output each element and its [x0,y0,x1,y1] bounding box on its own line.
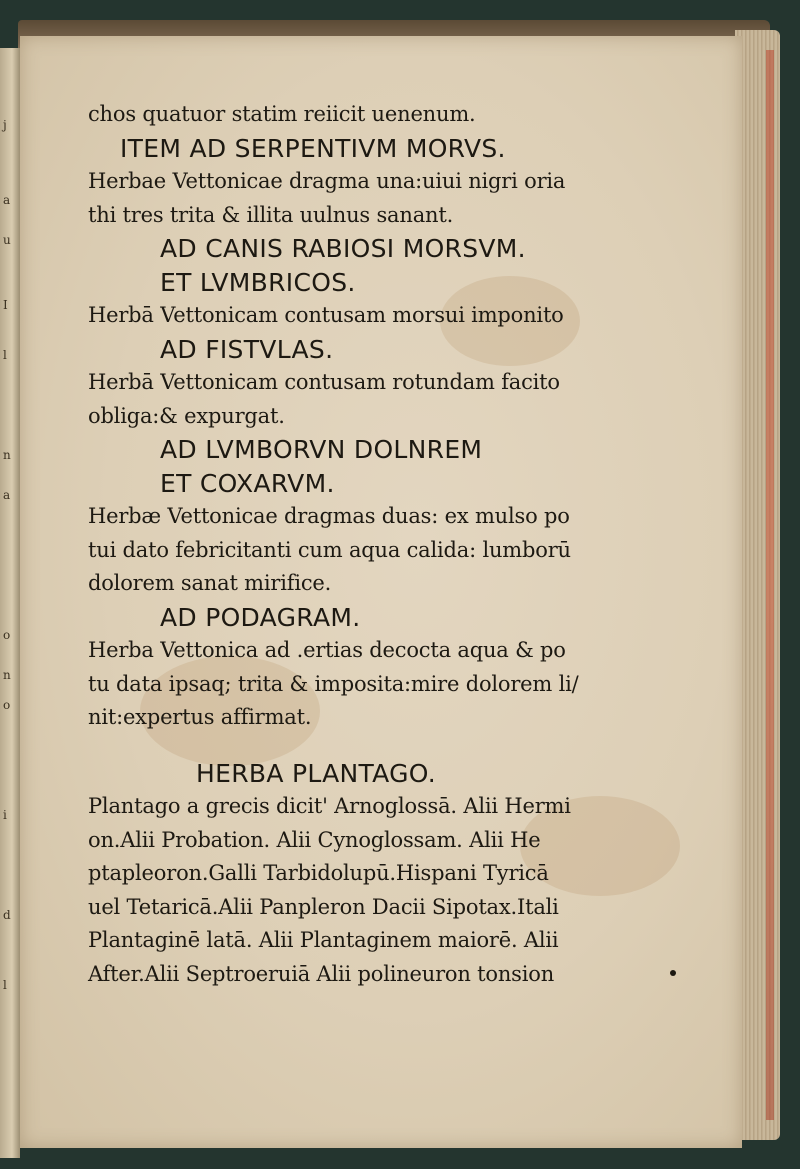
facing-page-glyph: l [3,978,7,992]
text-line: Plantago a grecis dicit' Arnoglossā. Alii Hermi [88,794,571,818]
section-heading: AD CANIS RABIOSI MORSVM. [160,234,526,263]
facing-page-glyph: u [3,233,11,247]
facing-page-glyph: d [3,908,11,922]
text-line: Herbae Vettonicae dragma una:uiui nigri oria [88,169,566,193]
facing-page-glyph: n [3,668,11,682]
text-line: Herba Vettonica ad .ertias decocta aqua & po [88,638,566,662]
text-line: Plantaginē latā. Alii Plantaginem maiorē. Alii [88,928,559,952]
red-edge-tint [766,50,774,1120]
section-heading: AD FISTVLAS. [160,334,334,364]
section-heading: ET LVMBRICOS. [160,267,356,297]
text-line: thi tres trita & illita uulnus sanant. [88,202,454,227]
facing-page-glyph: i [3,808,7,822]
text-line: on.Alii Probation. Alii Cynoglossam. Alii He [88,827,541,852]
text-line: tu data ipsaq; trita & imposita:mire dolorem li/ [88,671,579,696]
text-line: ptapleoron.Galli Tarbidolupū.Hispani Tyricā [88,861,549,885]
facing-page-glyph: o [3,698,11,712]
facing-page-glyph: l [3,348,7,362]
facing-page-glyph: o [3,628,11,642]
text-line: dolorem sanat mirifice. [88,571,332,595]
text-line: tui dato febricitanti cum aqua calida: lumborū [88,537,571,562]
section-heading: ET COXARVM. [160,468,335,498]
section-heading: AD LVMBORVN DOLNREM [160,435,483,464]
facing-page-glyph: j [3,118,7,132]
text-line: uel Tetaricā.Alii Panpleron Dacii Sipotax.Itali [88,894,559,919]
facing-page-glyph: a [3,488,11,502]
text-line: chos quatuor statim reiicit uenenum. [88,102,476,126]
text-line: obliga:& expurgat. [88,403,285,428]
section-heading: ITEM AD SERPENTIVM MORVS. [120,133,506,163]
text-line: Herbā Vettonicam contusam rotundam facito [88,370,560,394]
chapter-heading: HERBA PLANTAGO. [196,758,437,788]
text-line: Herbæ Vettonicae dragmas duas: ex mulso po [88,504,570,528]
line-spacer [88,735,648,757]
facing-page-glyph: a [3,193,11,207]
facing-page-glyph: n [3,448,11,462]
text-line: Herbā Vettonicam contusam morsui imponito [88,303,564,327]
section-heading: AD PODAGRAM. [160,602,361,632]
ink-dot [670,970,676,976]
text-line: nit:expertus affirmat. [88,705,312,729]
text-line: After.Alii Septroeruiā Alii polineuron tonsion [88,961,555,986]
page-text-block [88,98,648,991]
facing-page-edge [0,48,20,1158]
facing-page-glyph: I [3,298,8,312]
